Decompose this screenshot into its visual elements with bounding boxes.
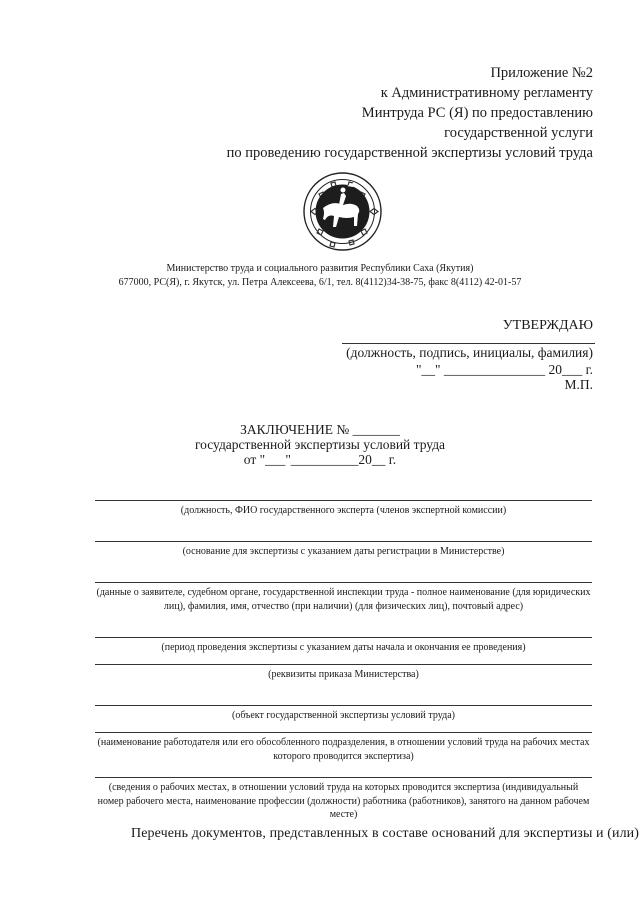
signature-line <box>342 343 595 344</box>
field-line-period[interactable] <box>95 637 592 638</box>
field-caption-object: (объект государственной экспертизы условий труда) <box>232 710 455 721</box>
field-caption-applicant: (данные о заявителе, судебном органе, государственной инспекции труда - полное наименование (для юридических лиц), фамилия, имя, отчество (при наличии) (для физических лиц), почтовый адрес) <box>96 587 591 612</box>
approval-date: "__" _______________ 20___ г. <box>415 362 593 377</box>
field-line-applicant[interactable] <box>95 582 592 583</box>
field-caption-workplaces: (сведения о рабочих местах, в отношении условий труда на которых проводится экспертиза (индивидуальный номер рабочего места, наименование профессии (должности) работника (работников), занятого на данном рабочем месте) <box>97 782 590 820</box>
appendix-line-3: Минтруда РС (Я) по предоставлению <box>361 105 593 121</box>
field-line-workplaces[interactable] <box>95 777 592 778</box>
appendix-line-2: к Административному регламенту <box>380 85 593 101</box>
field-line-employer[interactable] <box>95 732 592 733</box>
appendix-line-4: государственной услуги <box>444 125 593 141</box>
conclusion-subtitle: государственной экспертизы условий труда <box>194 437 446 452</box>
field-caption-basis: (основание для экспертизы с указанием даты регистрации в Министерстве) <box>182 546 505 557</box>
conclusion-date: от "___"__________20__ г. <box>243 452 397 467</box>
approval-title: УТВЕРЖДАЮ <box>502 318 593 333</box>
appendix-line-5: по проведению государственной экспертизы условий труда <box>226 145 593 161</box>
seal-mark: М.П. <box>564 377 593 392</box>
field-line-basis[interactable] <box>95 541 592 542</box>
field-caption-expert: (должность, ФИО государственного эксперта (членов экспертной комиссии) <box>180 505 507 516</box>
documents-list-text: Перечень документов, представленных в составе оснований для экспертизы и (или) <box>131 826 640 841</box>
ministry-address: 677000, РС(Я), г. Якутск, ул. Петра Алексеева, 6/1, тел. 8(4112)34-38-75, факс 8(4112) 42-01-57 <box>118 277 522 288</box>
field-caption-period: (период проведения экспертизы с указанием даты начала и окончания ее проведения) <box>161 642 526 653</box>
field-caption-employer: (наименование работодателя или его обособленного подразделения, в отношении условий труда на рабочих местах которого проводится экспертиза) <box>97 737 590 762</box>
appendix-line-1: Приложение №2 <box>490 65 593 81</box>
field-caption-order: (реквизиты приказа Министерства) <box>268 669 419 680</box>
field-line-order[interactable] <box>95 664 592 665</box>
ministry-name: Министерство труда и социального развития Республики Саха (Якутия) <box>166 263 474 274</box>
conclusion-title: ЗАКЛЮЧЕНИЕ № _______ <box>240 422 400 437</box>
field-line-expert[interactable] <box>95 500 592 501</box>
coat-of-arms-emblem-icon <box>303 172 382 251</box>
signature-caption: (должность, подпись, инициалы, фамилия) <box>346 345 593 360</box>
field-line-object[interactable] <box>95 705 592 706</box>
